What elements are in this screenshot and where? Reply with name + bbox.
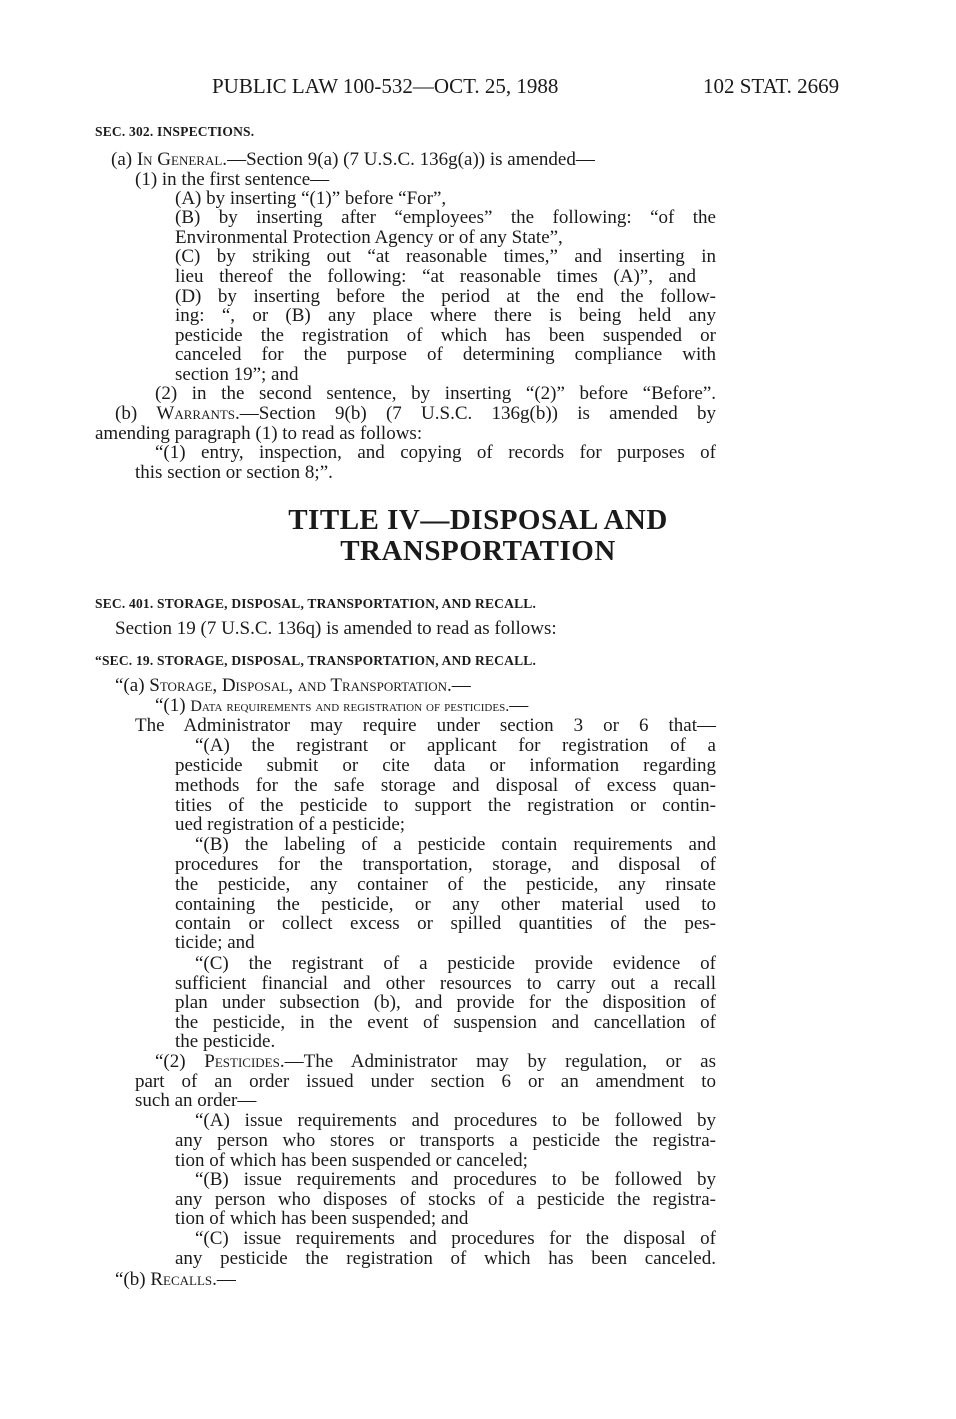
para-2-A-line2: any person who stores or transports a pesticide the registra- [175, 1130, 716, 1151]
para-2-text: —The Administrator may by regulation, or as [284, 1051, 716, 1072]
para-1-B-line3: the pesticide, any container of the pesticide, any rinsate [175, 874, 716, 895]
sec-302-item-A: (A) by inserting “(1)” before “For”, [175, 188, 447, 209]
sec-302-item-D-line3: pesticide the registration of which has been suspended or [175, 325, 716, 346]
sec-302-item-C-line2: lieu thereof the following: “at reasonable times (A)”, and [175, 266, 696, 287]
sec-19-heading: “SEC. 19. STORAGE, DISPOSAL, TRANSPORTATION, AND RECALL. [95, 653, 537, 668]
sec-302-item-D-line4: canceled for the purpose of determining compliance with [175, 344, 716, 365]
sec-302-para-2: (2) in the second sentence, by inserting “(2)” before “Before”. [155, 383, 716, 404]
subsec-b-caption: Recalls. [150, 1269, 217, 1290]
subsec-a-heading [115, 676, 471, 696]
sec-302-b [115, 404, 716, 424]
sec-302-item-D-line1: (D) by inserting before the period at the end the follow- [175, 286, 716, 307]
para-1-dash: — [509, 695, 529, 716]
para-1-C-line2: sufficient financial and other resources to carry out a recall [175, 973, 716, 994]
subsec-a-dash: — [451, 675, 471, 696]
para-1-C-line5: the pesticide. [175, 1031, 276, 1052]
sec-302-item-B-line1: (B) by inserting after “employees” the following: “of the [175, 207, 716, 228]
sec-302-item-D-line5: section 19”; and [175, 364, 299, 385]
sec-302-b-lead: (b) [115, 403, 157, 424]
sec-302-b-caption: Warrants. [156, 403, 240, 424]
sec-302-item-C-line1: (C) by striking out “at reasonable times,” and inserting in [175, 246, 716, 267]
para-2-A-line3: tion of which has been suspended or canceled; [175, 1150, 528, 1171]
subsec-b-lead: “(b) [115, 1269, 151, 1290]
sec-302-item-B-line2: Environmental Protection Agency or of any State”, [175, 227, 563, 248]
para-2-C-line2: any pesticide the registration of which has been canceled. [175, 1248, 716, 1269]
sec-302-b-text: —Section 9(b) (7 U.S.C. 136g(b)) is amended by [239, 403, 717, 424]
para-1-B-line4: containing the pesticide, or any other material used to [175, 894, 716, 915]
para-1-lead: “(1) [155, 695, 191, 716]
para-2-C-line1: “(C) issue requirements and procedures for the disposal of [195, 1228, 716, 1249]
para-1-B-line6: ticide; and [175, 932, 255, 953]
para-1-C-line4: the pesticide, in the event of suspension and cancellation of [175, 1012, 716, 1033]
subsec-a-lead: “(a) [115, 675, 150, 696]
para-1-A-line4: tities of the pesticide to support the registration or contin- [175, 795, 716, 816]
subsec-b-heading [115, 1270, 236, 1290]
sec-302-b-line2: amending paragraph (1) to read as follows: [95, 423, 423, 444]
title-iv-line1: TITLE IV—DISPOSAL AND [288, 504, 668, 536]
sec-302-heading: SEC. 302. INSPECTIONS. [95, 124, 255, 139]
para-2-B-line3: tion of which has been suspended; and [175, 1208, 469, 1229]
para-2-caption: Pesticides. [204, 1051, 285, 1072]
para-1-C-line3: plan under subsection (b), and provide for the disposition of [175, 992, 716, 1013]
stat-reference: 102 STAT. 2669 [703, 74, 840, 98]
running-title: PUBLIC LAW 100-532—OCT. 25, 1988 [212, 74, 559, 98]
sec-302-a-lead: (a) [111, 149, 137, 170]
sec-302-quote-line1: “(1) entry, inspection, and copying of records for purposes of [155, 442, 716, 463]
para-1-A-line1: “(A) the registrant or applicant for registration of a [195, 735, 716, 756]
para-1-A-line3: methods for the safe storage and disposal of excess quan- [175, 775, 716, 796]
para-2-lead: “(2) [155, 1051, 205, 1072]
para-1-heading [155, 696, 528, 717]
sec-302-a-text: —Section 9(a) (7 U.S.C. 136g(a)) is amended— [227, 149, 595, 170]
sec-302-para-1: (1) in the first sentence— [135, 169, 330, 190]
para-2-line2: part of an order issued under section 6 or an amendment to [135, 1071, 716, 1092]
para-1-B-line5: contain or collect excess or spilled quantities of the pes- [175, 913, 716, 934]
sec-401-heading: SEC. 401. STORAGE, DISPOSAL, TRANSPORTATION, AND RECALL. [95, 596, 537, 611]
para-1-line2: The Administrator may require under section 3 or 6 that— [135, 715, 716, 736]
para-1-A-line2: pesticide submit or cite data or information regarding [175, 755, 716, 776]
para-1-C-line1: “(C) the registrant of a pesticide provide evidence of [195, 953, 716, 974]
sec-302-quote-line2: this section or section 8;”. [135, 462, 333, 483]
para-1-B-line2: procedures for the transportation, storage, and disposal of [175, 854, 716, 875]
para-1-A-line5: ued registration of a pesticide; [175, 814, 406, 835]
subsec-a-caption: Storage, Disposal, and Transportation. [149, 675, 452, 696]
para-1-B-line1: “(B) the labeling of a pesticide contain requirements and [195, 834, 716, 855]
para-2-B-line1: “(B) issue requirements and procedures to be followed by [195, 1169, 716, 1190]
sec-302-a [111, 150, 595, 170]
subsec-b-dash: — [216, 1269, 236, 1290]
para-2-line3: such an order— [135, 1090, 257, 1111]
sec-401-intro: Section 19 (7 U.S.C. 136q) is amended to read as follows: [115, 618, 557, 639]
sec-302-a-caption: In General. [136, 149, 228, 170]
para-2-A-line1: “(A) issue requirements and procedures to be followed by [195, 1110, 716, 1131]
para-2-heading [155, 1052, 716, 1072]
para-2-B-line2: any person who disposes of stocks of a pesticide the registra- [175, 1189, 716, 1210]
title-iv-line2: TRANSPORTATION [340, 535, 616, 567]
para-1-caption: Data requirements and registration of pesticides. [190, 698, 510, 715]
sec-302-item-D-line2: ing: “, or (B) any place where there is being held any [175, 305, 716, 326]
